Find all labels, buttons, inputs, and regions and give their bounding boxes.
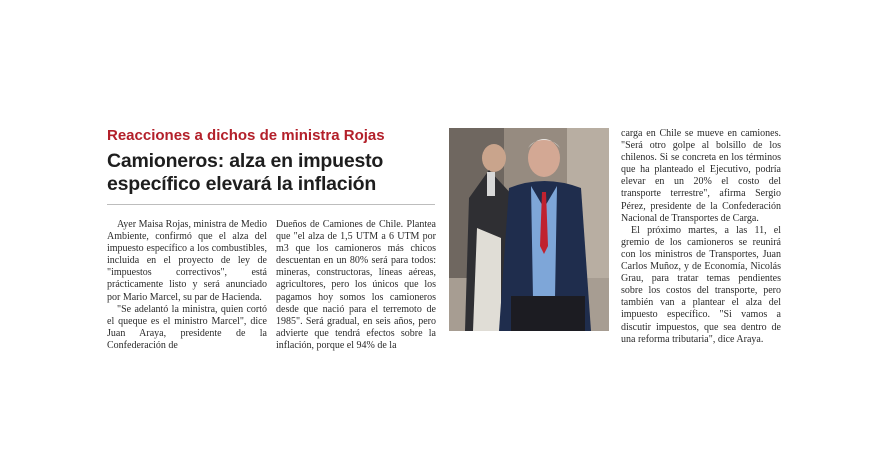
text-column-1 [107,219,267,352]
paragraph: Dueños de Camiones de Chile. Plantea que "el alza de 1,5 UTM a 6 UTM por m3 que los camioneros más chicos descuentan en un 80% será para todos: mineras, constructoras, líneas aéreas, agricultores, pero los únicos que los pagamos hoy somos los camioneros desde que nació para el terremoto de 1985". Será gradual, en seis años, pero advierte que tendrá efectos sobre la inflación, porque el 94% de la [276,219,436,351]
headline-divider [107,204,435,205]
article-kicker: Reacciones a dichos de ministra Rojas [107,127,385,144]
article-photo [449,128,609,331]
paragraph: "Se adelantó la ministra, quien cortó el queque es el ministro Marcel", dice Juan Araya, presidente de la Confederación de [107,303,267,351]
paragraph: El próximo martes, a las 11, el gremio de los camioneros se reunirá con los ministros de Transportes, Juan Carlos Muñoz, y de Economía, Nicolás Grau, para tratar temas pendientes sobre los costos del transporte, pero también van a plantear el alza del impuesto específico. "Si vamos a discutir impuestos, que sea dentro de una reforma tributaria", dice Araya. [621,224,781,345]
photo-illustration [449,128,609,331]
text-column-3 [621,128,781,346]
article-headline: Camioneros: alza en impuesto específico elevará la inflación [107,150,384,195]
text-column-2 [276,219,436,352]
paragraph: carga en Chile se mueve en camiones. "Será otro golpe al bolsillo de los chilenos. Si se concreta en los términos que ha planteado el Ejecutivo, podría elevar en un 20% el costo del transporte terrestre", afirma Sergio Pérez, presidente de la Confederación Nacional de Transportes de Carga. [621,128,781,224]
paragraph: Ayer Maisa Rojas, ministra de Medio Ambiente, confirmó que el alza del impuesto específico a los combustibles, incluida en el proyecto de ley de "impuestos correctivos", está prácticamente listo y será anunciado por Mario Marcel, su par de Hacienda. [107,219,267,303]
